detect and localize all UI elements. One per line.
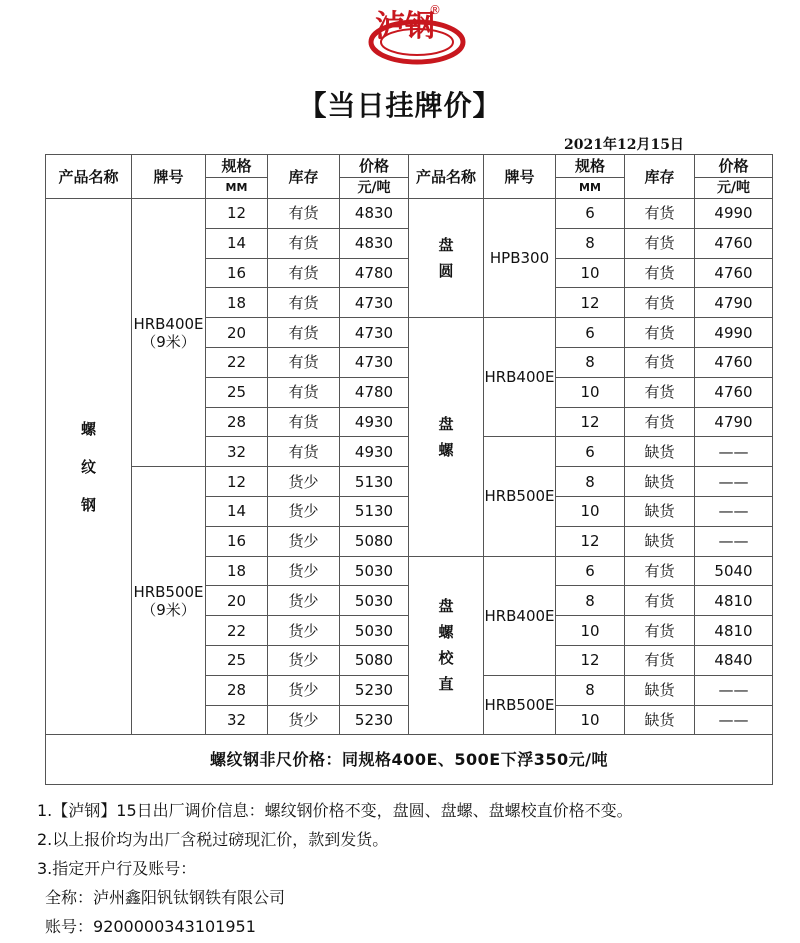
price-cell: 4730 (340, 347, 409, 377)
non-size-price-note: 螺纹钢非尺价格：同规格400E、500E下浮350元/吨 (46, 735, 773, 785)
stock-cell-right: 缺货 (625, 526, 695, 556)
spec-cell: 18 (206, 288, 268, 318)
price-cell-right: 4760 (695, 258, 773, 288)
spec-cell-right: 8 (556, 586, 625, 616)
footer-note-row (46, 735, 773, 785)
spec-cell: 12 (206, 199, 268, 229)
company-logo (365, 0, 475, 72)
stock-cell-right: 缺货 (625, 675, 695, 705)
brand-cell-left (132, 467, 206, 735)
header-product-name-right: 产品名称 (409, 155, 484, 199)
full-name-label: 全称： (45, 888, 94, 907)
spec-cell-right: 12 (556, 526, 625, 556)
price-cell-right: 4760 (695, 377, 773, 407)
brand-name: HRB400E (133, 314, 204, 333)
price-cell-right: 4990 (695, 318, 773, 348)
brand-cell-right: HPB300 (484, 199, 556, 318)
price-cell-right: 4760 (695, 228, 773, 258)
spec-cell: 22 (206, 616, 268, 646)
price-cell: 4930 (340, 407, 409, 437)
product-char: 盘 (438, 414, 454, 433)
stock-cell: 货少 (268, 705, 340, 735)
account-number-line (37, 912, 633, 941)
header-row (46, 155, 773, 178)
header-spec-right: 规格 (556, 155, 625, 178)
stock-cell: 有货 (268, 228, 340, 258)
header-stock: 库存 (268, 155, 340, 199)
stock-cell: 货少 (268, 496, 340, 526)
stock-cell: 有货 (268, 288, 340, 318)
account-full-name-line (37, 883, 633, 912)
spec-cell: 25 (206, 645, 268, 675)
product-char: 螺 (80, 419, 96, 438)
product-cell-right (409, 318, 484, 556)
note-line-1: 1.【泸钢】15日出厂调价信息：螺纹钢价格不变，盘圆、盘螺、盘螺校直价格不变。 (37, 801, 633, 820)
stock-cell: 货少 (268, 645, 340, 675)
spec-cell-right: 10 (556, 377, 625, 407)
spec-cell-right: 6 (556, 318, 625, 348)
product-char: 盘 (438, 236, 454, 255)
brand-cell-right: HRB400E (484, 556, 556, 675)
stock-cell: 货少 (268, 526, 340, 556)
account-label: 账号： (45, 917, 94, 936)
brand-length-note: （9米） (141, 332, 196, 351)
brand-cell-right: HRB500E (484, 675, 556, 735)
spec-cell-right: 10 (556, 258, 625, 288)
product-char: 盘 (438, 597, 454, 616)
page-title: 【当日挂牌价】 (298, 89, 502, 122)
stock-cell: 货少 (268, 467, 340, 497)
stock-cell: 有货 (268, 377, 340, 407)
notes-section (37, 796, 633, 941)
spec-cell: 28 (206, 407, 268, 437)
spec-cell: 18 (206, 556, 268, 586)
brand-length-note: （9米） (141, 600, 196, 619)
price-cell-right: —— (695, 705, 773, 735)
price-cell-right: 4990 (695, 199, 773, 229)
product-char: 螺 (438, 440, 454, 459)
price-cell: 5130 (340, 496, 409, 526)
spec-cell-right: 12 (556, 645, 625, 675)
price-cell: 4780 (340, 258, 409, 288)
stock-cell: 有货 (268, 199, 340, 229)
price-cell: 5080 (340, 645, 409, 675)
stock-cell-right: 有货 (625, 556, 695, 586)
header-price-unit-right: 元/吨 (695, 178, 773, 199)
price-cell-right: —— (695, 437, 773, 467)
spec-cell: 32 (206, 705, 268, 735)
spec-cell-right: 10 (556, 496, 625, 526)
header-brand: 牌号 (132, 155, 206, 199)
product-char: 直 (438, 675, 454, 694)
spec-cell-right: 12 (556, 288, 625, 318)
product-cell-rebar (46, 199, 132, 735)
spec-cell: 22 (206, 347, 268, 377)
stock-cell-right: 有货 (625, 645, 695, 675)
table-row (46, 199, 773, 229)
stock-cell: 有货 (268, 258, 340, 288)
header-price-right: 价格 (695, 155, 773, 178)
stock-cell: 货少 (268, 556, 340, 586)
price-cell: 4830 (340, 199, 409, 229)
price-cell: 4930 (340, 437, 409, 467)
header-price-unit: 元/吨 (340, 178, 409, 199)
stock-cell: 有货 (268, 407, 340, 437)
stock-cell-right: 有货 (625, 258, 695, 288)
price-cell-right: 5040 (695, 556, 773, 586)
price-cell: 5230 (340, 705, 409, 735)
spec-cell: 25 (206, 377, 268, 407)
price-cell: 5080 (340, 526, 409, 556)
spec-cell: 14 (206, 496, 268, 526)
product-char: 圆 (438, 262, 454, 281)
spec-cell-right: 8 (556, 228, 625, 258)
price-cell: 5130 (340, 467, 409, 497)
product-char: 校 (438, 649, 454, 668)
header-price: 价格 (340, 155, 409, 178)
price-cell: 4830 (340, 228, 409, 258)
stock-cell-right: 有货 (625, 288, 695, 318)
brand-cell-right: HRB500E (484, 437, 556, 556)
stock-cell-right: 有货 (625, 228, 695, 258)
stock-cell-right: 有货 (625, 616, 695, 646)
header-spec-unit-right: MM (556, 178, 625, 199)
svg-text:泸钢: 泸钢 (375, 9, 435, 44)
product-cell-right (409, 199, 484, 318)
price-date: 2021年12月15日 (564, 137, 684, 153)
price-cell-right: 4840 (695, 645, 773, 675)
full-name-value: 泸州鑫阳钒钛钢铁有限公司 (93, 888, 286, 907)
stock-cell-right: 有货 (625, 407, 695, 437)
price-cell-right: 4790 (695, 407, 773, 437)
price-cell-right: 4760 (695, 347, 773, 377)
account-number-value: 92000003431019​51 (93, 917, 256, 936)
stock-cell: 有货 (268, 347, 340, 377)
spec-cell-right: 6 (556, 437, 625, 467)
svg-text:®: ® (429, 3, 441, 17)
product-cell-right (409, 556, 484, 735)
price-cell: 5030 (340, 616, 409, 646)
stock-cell: 货少 (268, 616, 340, 646)
spec-cell: 32 (206, 437, 268, 467)
stock-cell: 有货 (268, 437, 340, 467)
stock-cell-right: 缺货 (625, 705, 695, 735)
brand-cell-right: HRB400E (484, 318, 556, 437)
product-char: 钢 (80, 495, 96, 514)
stock-cell-right: 缺货 (625, 496, 695, 526)
price-cell: 5230 (340, 675, 409, 705)
spec-cell-right: 6 (556, 199, 625, 229)
stock-cell-right: 有货 (625, 347, 695, 377)
price-cell-right: 4790 (695, 288, 773, 318)
spec-cell-right: 6 (556, 556, 625, 586)
brand-name: HRB500E (133, 582, 204, 601)
note-line-2: 2.以上报价均为出厂含税过磅现汇价，款到发货。 (37, 830, 389, 849)
spec-cell-right: 10 (556, 616, 625, 646)
spec-cell-right: 12 (556, 407, 625, 437)
stock-cell-right: 有货 (625, 318, 695, 348)
header-brand-right: 牌号 (484, 155, 556, 199)
spec-cell-right: 8 (556, 675, 625, 705)
spec-cell: 20 (206, 318, 268, 348)
price-cell-right: —— (695, 467, 773, 497)
header-stock-right: 库存 (625, 155, 695, 199)
price-cell: 4730 (340, 318, 409, 348)
stock-cell: 货少 (268, 586, 340, 616)
stock-cell-right: 缺货 (625, 437, 695, 467)
stock-cell: 有货 (268, 318, 340, 348)
product-char: 纹 (80, 457, 96, 476)
spec-cell: 14 (206, 228, 268, 258)
note-line-3: 3.指定开户行及账号： (37, 859, 197, 878)
spec-cell-right: 8 (556, 467, 625, 497)
stock-cell: 货少 (268, 675, 340, 705)
stock-cell-right: 有货 (625, 377, 695, 407)
price-cell-right: —— (695, 526, 773, 556)
product-char: 螺 (438, 623, 454, 642)
spec-cell: 28 (206, 675, 268, 705)
stock-cell-right: 缺货 (625, 467, 695, 497)
header-spec-unit: MM (206, 178, 268, 199)
brand-cell-left (132, 199, 206, 467)
price-cell: 5030 (340, 586, 409, 616)
spec-cell: 16 (206, 258, 268, 288)
price-cell-right: 4810 (695, 616, 773, 646)
stock-cell-right: 有货 (625, 586, 695, 616)
price-cell-right: —— (695, 496, 773, 526)
price-cell-right: 4810 (695, 586, 773, 616)
price-table (45, 154, 773, 785)
spec-cell: 12 (206, 467, 268, 497)
spec-cell-right: 10 (556, 705, 625, 735)
price-cell: 4780 (340, 377, 409, 407)
price-cell-right: —— (695, 675, 773, 705)
spec-cell: 16 (206, 526, 268, 556)
stock-cell-right: 有货 (625, 199, 695, 229)
header-product-name: 产品名称 (46, 155, 132, 199)
price-cell: 5030 (340, 556, 409, 586)
spec-cell-right: 8 (556, 347, 625, 377)
price-cell: 4730 (340, 288, 409, 318)
header-spec: 规格 (206, 155, 268, 178)
spec-cell: 20 (206, 586, 268, 616)
